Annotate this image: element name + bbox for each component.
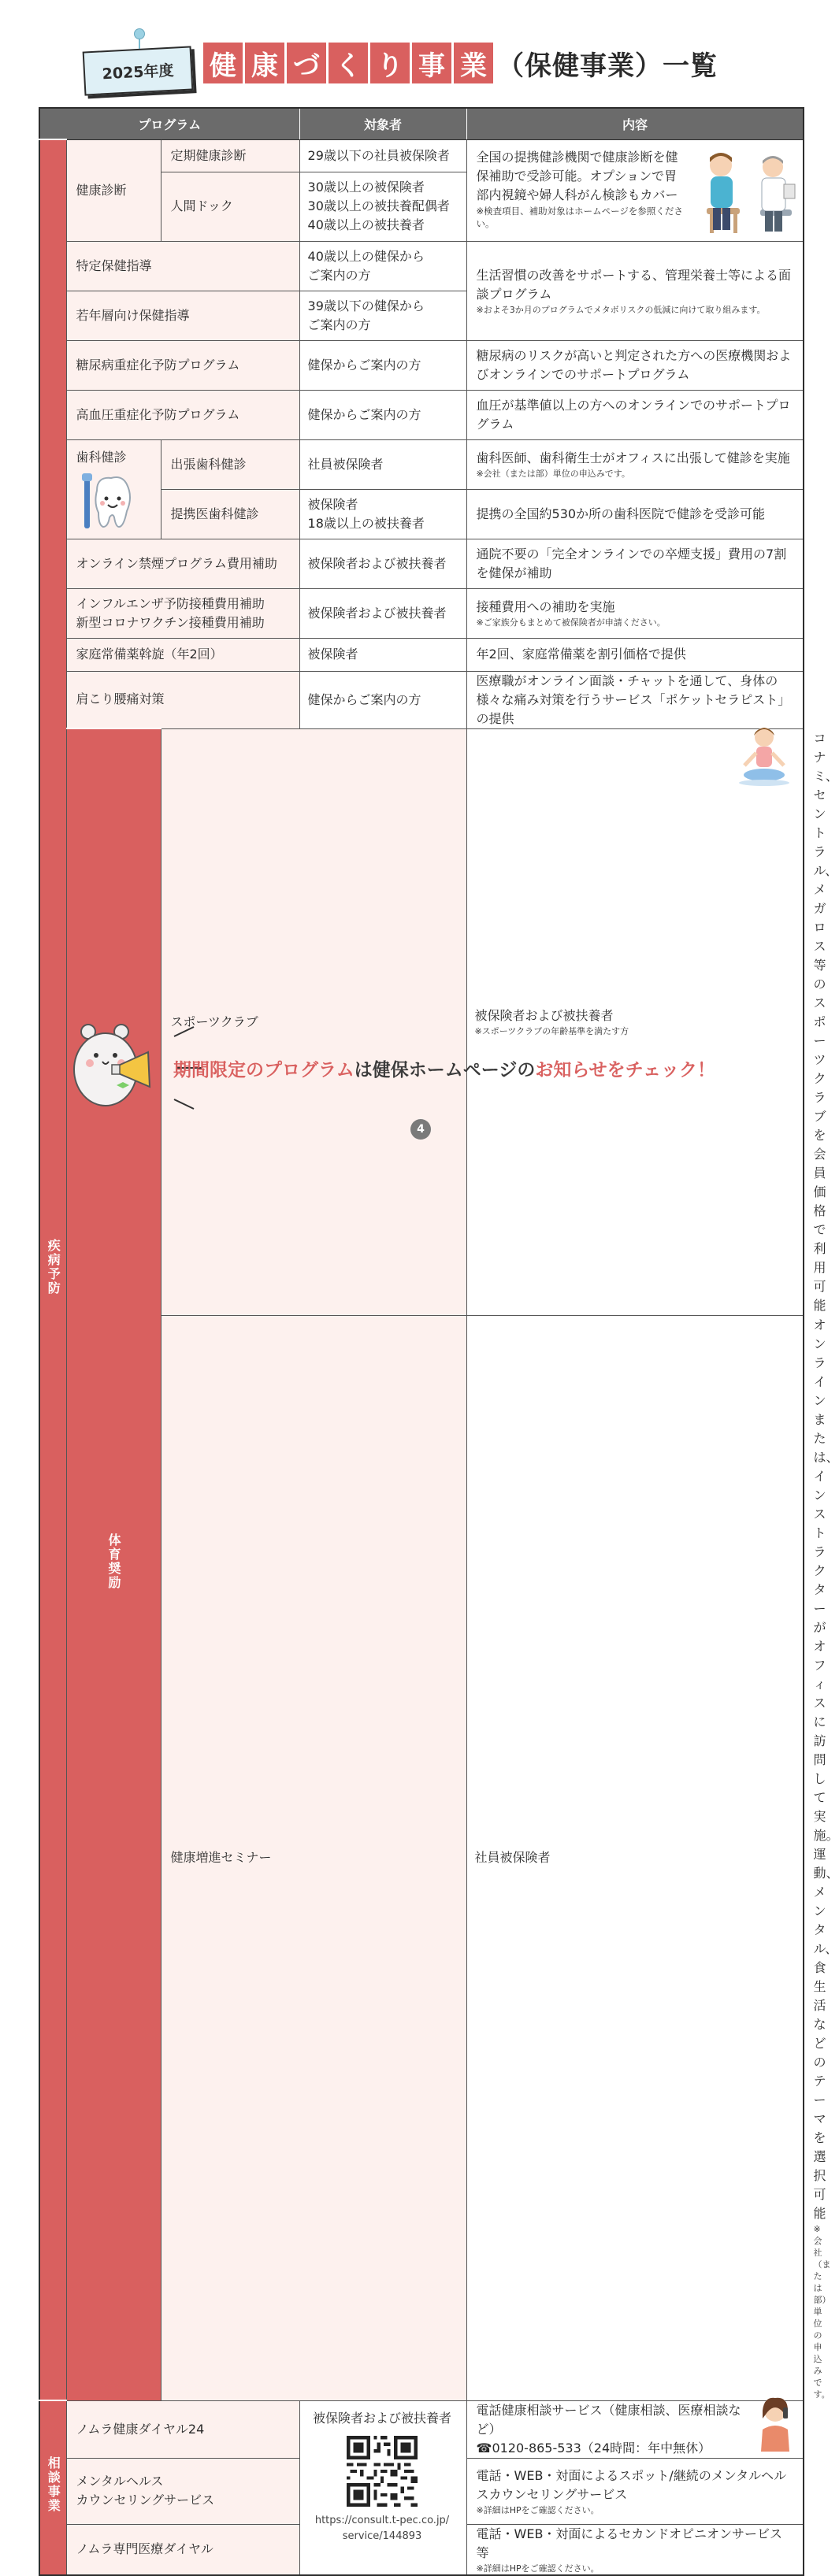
dock-target-line: 30歳以上の被扶養配偶者 <box>307 198 450 213</box>
dial24-content-text: 電話健康相談サービス（健康相談、医療相談など） <box>476 2402 741 2437</box>
smoking-content: 通院不要の「完全オンラインでの卒煙支援」費用の7割を健保が補助 <box>466 539 804 588</box>
header-content: 内容 <box>466 108 804 139</box>
table-header-row <box>39 108 804 139</box>
notice-banner <box>173 1055 715 1081</box>
banner-highlight: 期間限定のプログラム <box>173 1060 355 1080</box>
table-row <box>39 139 804 172</box>
checkup-label: 健康診断 <box>66 139 161 241</box>
hypertension-target: 健保からご案内の方 <box>299 390 466 439</box>
category-prevention: 疾病予防 <box>39 139 66 2400</box>
tooth-mascot-illustration <box>76 472 144 533</box>
specific-guidance-name: 特定保健指導 <box>66 241 299 291</box>
specific-guidance-target <box>299 241 466 291</box>
table-row <box>39 539 804 588</box>
banner-text: は健保ホームページの <box>354 1060 536 1080</box>
diabetes-name: 糖尿病重症化予防プログラム <box>66 340 299 390</box>
checkup-content <box>466 139 804 241</box>
table-row <box>39 638 804 671</box>
expert-content-text: 電話・WEB・対面によるセカンドオピニオンサービス 等 <box>476 2526 795 2560</box>
url-line[interactable]: service/144893 <box>342 2530 422 2542</box>
sports-club-target <box>466 728 804 1315</box>
seminar-target: 社員被保険者 <box>466 1315 804 2400</box>
target-line: 18歳以上の被扶養者 <box>307 515 425 531</box>
table-row <box>39 390 804 439</box>
checkup-note: ※検査項目、補助対象はホームページを参照ください。 <box>476 205 683 229</box>
title-char: 事 <box>412 43 451 83</box>
mental-name-line: カウンセリングサービス <box>76 2493 215 2507</box>
title-rest: （保健事業）一覧 <box>497 50 718 82</box>
vaccine-note: ※ご家族分もまとめて被保険者が申請ください。 <box>476 617 666 628</box>
table-row <box>39 439 804 489</box>
page-number: 4 <box>410 1119 431 1140</box>
specific-guidance-content <box>466 241 804 340</box>
regular-checkup-target: 29歳以下の社員被保険者 <box>299 139 466 172</box>
sports-club-note: ※スポーツクラブの年齢基準を満たす方 <box>474 1026 629 1036</box>
dental-partner-name: 提携医歯科健診 <box>161 489 299 539</box>
youth-guidance-target <box>299 291 466 340</box>
dental-label-cell <box>66 439 161 539</box>
expert-dial-content <box>466 2524 804 2575</box>
pin-icon <box>134 28 145 39</box>
shoulder-name: 肩こり腰痛対策 <box>66 671 299 728</box>
dial24-content <box>466 2400 804 2458</box>
vaccine-name-line: インフルエンザ予防接種費用補助 <box>76 595 265 611</box>
title-char: く <box>329 43 368 83</box>
header-target: 対象者 <box>299 108 466 139</box>
mental-name-line: メンタルヘルス <box>76 2474 164 2489</box>
medicine-name: 家庭常備薬斡旋（年2回） <box>66 638 299 671</box>
checkup-content-text: 全国の提携健診機関で健康診断を健保補助で受診可能。オプションで胃部内視鏡や婦人科がん検診もカバー <box>476 149 678 202</box>
table-row <box>39 340 804 390</box>
consult-url[interactable] <box>308 2513 457 2544</box>
vaccine-content-text: 接種費用への補助を実施 <box>476 599 615 614</box>
year-label: 2025年度 <box>102 61 175 83</box>
youth-guidance-name: 若年層向け保健指導 <box>66 291 299 340</box>
table-row <box>39 671 804 728</box>
header-program: プログラム <box>39 108 299 139</box>
dental-visit-name: 出張歯科健診 <box>161 439 299 489</box>
mental-content <box>466 2458 804 2524</box>
dental-label: 歯科健診 <box>76 449 127 465</box>
qr-code[interactable] <box>347 2436 418 2507</box>
dental-visit-content <box>466 439 804 489</box>
dental-visit-target: 社員被保険者 <box>299 439 466 489</box>
table-row <box>39 241 804 291</box>
sports-club-name: スポーツクラブ <box>161 728 466 1315</box>
title-char: づ <box>287 43 326 83</box>
smoking-target: 被保険者および被扶養者 <box>299 539 466 588</box>
hypertension-content: 血圧が基準値以上の方へのオンラインでのサポートプログラム <box>466 390 804 439</box>
mental-content-text: 電話・WEB・対面によるスポット/継続のメンタルヘルスカウンセリングサービス <box>476 2467 787 2502</box>
table-row: 健康増進セミナー 社員被保険者 オンラインまたは、インストラクターがオフィスに訪問して実施。運動、メンタル、食生活などのテーマを選択可能 ※会社（または部）単位の申込みです。 <box>39 1315 804 2400</box>
vaccine-target: 被保険者および被扶養者 <box>299 588 466 638</box>
target-line: 39歳以下の健保から <box>307 298 425 313</box>
sports-club-content-text: コナミ、セントラル、メガロス等のスポーツクラブを会員価格で利用可能 <box>813 730 838 1313</box>
category-consult: 相談事業 <box>39 2400 66 2575</box>
mental-name <box>66 2458 299 2524</box>
target-line: ご案内の方 <box>307 267 371 283</box>
dial24-name: ノムラ健康ダイヤル24 <box>66 2400 299 2458</box>
shoulder-target: 健保からご案内の方 <box>299 671 466 728</box>
dental-partner-content: 提携の全国約530か所の歯科医院で健診を受診可能 <box>466 489 804 539</box>
target-line: 被保険者 <box>307 496 358 512</box>
dial24-phone: ☎0120-865-533（24時間：年中無休） <box>476 2440 711 2456</box>
vaccine-content <box>466 588 804 638</box>
target-line: 40歳以上の健保から <box>307 248 425 264</box>
consult-target-cell <box>299 2400 466 2575</box>
dock-name: 人間ドック <box>161 172 299 241</box>
page-title <box>203 41 718 85</box>
consult-target: 被保険者および被扶養者 <box>313 2410 452 2426</box>
yoga-woman-illustration <box>737 725 792 788</box>
title-char: 康 <box>245 43 284 83</box>
specific-note: ※およそ3か月のプログラムでメタボリスクの低減に向けて取り組みます。 <box>476 304 766 315</box>
mental-note: ※詳細はHPをご確認ください。 <box>476 2504 600 2515</box>
year-tag <box>83 46 194 95</box>
expert-note: ※詳細はHPをご確認ください。 <box>476 2563 600 2574</box>
dock-target-line: 30歳以上の被保険者 <box>307 180 425 195</box>
dock-target-line: 40歳以上の被扶養者 <box>307 217 425 232</box>
dental-partner-target <box>299 489 466 539</box>
banner-highlight: お知らせをチェック！ <box>535 1060 715 1080</box>
medicine-content: 年2回、家庭常備薬を割引価格で提供 <box>466 638 804 671</box>
url-line[interactable]: https://consult.t-pec.co.jp/ <box>314 2514 450 2526</box>
phone-woman-illustration <box>752 2395 799 2452</box>
table-row <box>39 588 804 638</box>
doctor-patient-illustration <box>691 146 797 237</box>
seminar-name: 健康増進セミナー <box>161 1315 466 2400</box>
table-row <box>39 2400 804 2458</box>
dock-target <box>299 172 466 241</box>
target-line: ご案内の方 <box>307 317 371 332</box>
shoulder-content: 医療職がオンライン面談・チャットを通して、身体の様々な痛み対策を行うサービス「ポケットセラピスト」の提供 <box>466 671 804 728</box>
expert-dial-name: ノムラ専門医療ダイヤル <box>66 2524 299 2575</box>
category-sports: 体育奨励 <box>66 728 161 2400</box>
dental-visit-note: ※会社（または部）単位の申込みです。 <box>476 469 630 479</box>
vaccine-name <box>66 588 299 638</box>
program-table <box>39 107 839 2576</box>
smoking-name: オンライン禁煙プログラム費用補助 <box>66 539 299 588</box>
specific-content-text: 生活習慣の改善をサポートする、管理栄養士等による面談プログラム <box>476 267 792 302</box>
sports-club-target-text: 被保険者および被扶養者 <box>474 1008 614 1023</box>
title-char: 健 <box>203 43 243 83</box>
regular-checkup-name: 定期健康診断 <box>161 139 299 172</box>
title-char: り <box>370 43 410 83</box>
diabetes-target: 健保からご案内の方 <box>299 340 466 390</box>
hypertension-name: 高血圧重症化予防プログラム <box>66 390 299 439</box>
medicine-target: 被保険者 <box>299 638 466 671</box>
seminar-content-text: オンラインまたは、インストラクターがオフィスに訪問して実施。運動、メンタル、食生活などのテーマを選択可能 <box>813 1317 839 2221</box>
vaccine-name-line: 新型コロナワクチン接種費用補助 <box>76 614 265 630</box>
title-char: 業 <box>454 43 493 83</box>
diabetes-content: 糖尿病のリスクが高いと判定された方への医療機関およびオンラインでのサポートプログラム <box>466 340 804 390</box>
dental-visit-content-text: 歯科医師、歯科衛生士がオフィスに出張して健診を実施 <box>476 450 790 465</box>
